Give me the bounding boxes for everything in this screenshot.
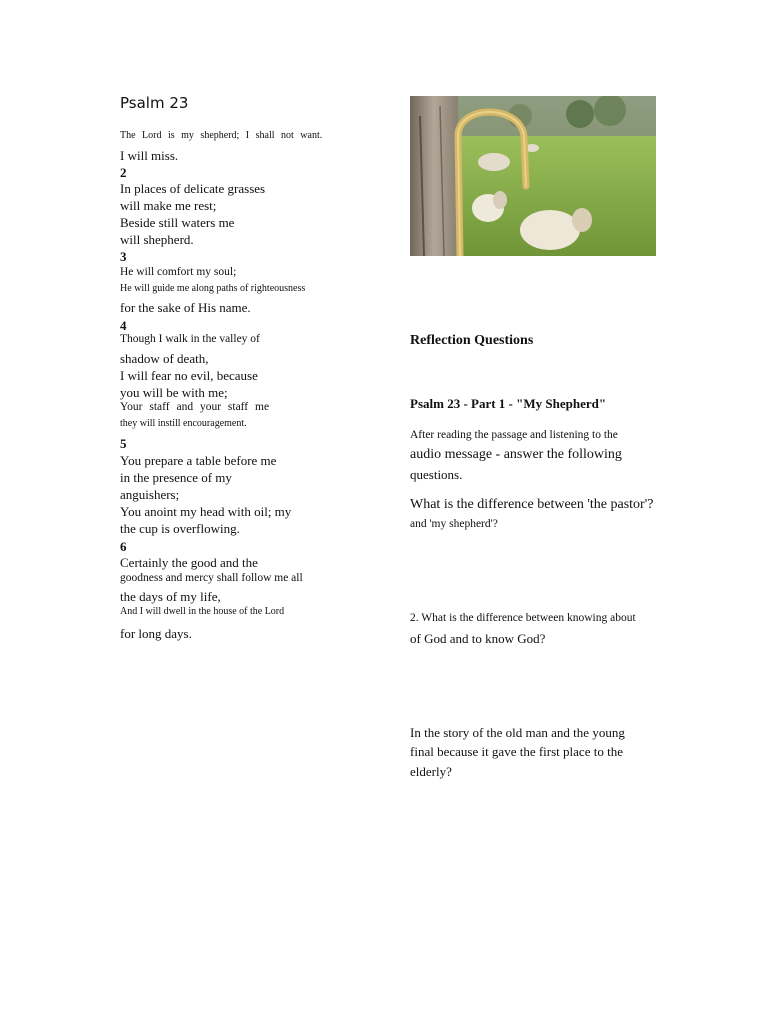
psalm-line: He will comfort my soul; xyxy=(120,266,237,278)
question-3-line: In the story of the old man and the young xyxy=(410,725,625,740)
psalm-line: for the sake of His name. xyxy=(120,300,251,315)
psalm-line: you will be with me; xyxy=(120,385,228,400)
question-1-line: What is the difference between 'the pastor'? xyxy=(410,497,654,512)
psalm-line: in the presence of my xyxy=(120,470,232,485)
verse-number: 4 xyxy=(120,318,127,333)
psalm-line: the cup is overflowing. xyxy=(120,521,240,536)
question-2-line: 2. What is the difference between knowing about xyxy=(410,612,636,624)
psalm-line: Your staff and your staff me xyxy=(120,401,270,413)
psalm-line: goodness and mercy shall follow me all xyxy=(120,572,303,584)
psalm-line: He will guide me along paths of righteousness xyxy=(120,283,306,294)
question-3-line: elderly? xyxy=(410,764,452,779)
psalm-line: And I will dwell in the house of the Lord xyxy=(120,606,285,617)
psalm-line: Though I walk in the valley of xyxy=(120,333,260,345)
part-title: Psalm 23 - Part 1 - "My Shepherd" xyxy=(410,396,607,411)
reflection-heading: Reflection Questions xyxy=(410,333,534,348)
shepherd-staff-photo xyxy=(410,96,656,256)
psalm-line: Beside still waters me xyxy=(120,215,235,230)
psalm-line: I will fear no evil, because xyxy=(120,368,258,383)
intro-line: audio message - answer the following xyxy=(410,447,622,462)
psalm-line: shadow of death, xyxy=(120,351,209,366)
verse-number: 5 xyxy=(120,436,127,451)
intro-line: After reading the passage and listening to the xyxy=(410,429,618,441)
psalm-line: You anoint my head with oil; my xyxy=(120,504,292,519)
question-2-line: of God and to know God? xyxy=(410,631,546,646)
psalm-title: Psalm 23 xyxy=(120,94,189,112)
verse-number: 2 xyxy=(120,165,127,180)
psalm-line: the days of my life, xyxy=(120,589,221,604)
psalm-line: I will miss. xyxy=(120,148,179,163)
question-3-line: final because it gave the first place to the xyxy=(410,744,623,759)
question-1-line: and 'my shepherd'? xyxy=(410,518,498,530)
psalm-line: for long days. xyxy=(120,626,192,641)
psalm-line: In places of delicate grasses xyxy=(120,181,266,196)
verse-number: 6 xyxy=(120,539,127,554)
psalm-line: they will instill encouragement. xyxy=(120,418,247,429)
psalm-line: will shepherd. xyxy=(120,232,194,247)
intro-line: questions. xyxy=(410,467,463,482)
psalm-line: The Lord is my shepherd; I shall not want. xyxy=(120,130,323,141)
psalm-line: You prepare a table before me xyxy=(120,453,277,468)
psalm-line: anguishers; xyxy=(120,487,180,502)
psalm-line: Certainly the good and the xyxy=(120,555,258,570)
verse-number: 3 xyxy=(120,249,127,264)
psalm-line: will make me rest; xyxy=(120,198,217,213)
